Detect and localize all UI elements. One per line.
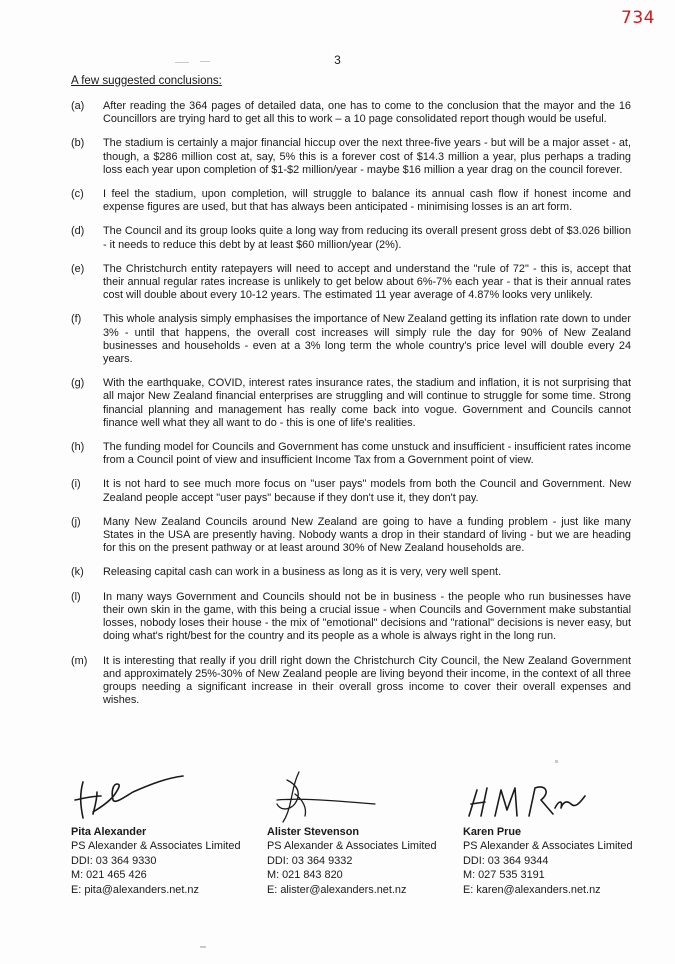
signatory-karen <box>463 770 663 897</box>
signatory-mobile: M: 027 535 3191 <box>463 869 545 882</box>
scan-speck <box>555 760 558 763</box>
signatory-name: Alister Stevenson <box>267 826 359 838</box>
item-marker: (d) <box>71 225 85 238</box>
signatory-pita <box>71 770 271 897</box>
list-item <box>71 188 631 214</box>
conclusions-list <box>71 100 631 718</box>
handwritten-signature <box>71 770 271 825</box>
signatory-company: PS Alexander & Associates Limited <box>463 840 633 853</box>
item-text: The stadium is certainly a major financial hiccup over the next three-five years - but will be a major asset - at, though, a $286 million cost at, say, 5% this is a forever cost of $14.3 million a year, plus perhaps a trading loss each year upon completion of $1-$2 million/year - maybe $16 million a year drag on the council forever. <box>103 137 631 176</box>
item-text: With the earthquake, COVID, interest rates insurance rates, the stadium and inflation, it is not surprising that all major New Zealand financial enterprises are struggling and will continue to struggle for some time. Strong financial planning and management has really come back into vogue. Government and Councils cannot finance well what they all want to do - this is one of life's realities. <box>103 377 631 429</box>
item-text: Many New Zealand Councils around New Zealand are going to have a funding problem - just like many States in the USA are presently having. Nobody wants a drop in their standard of living - but we are heading for this on the present pathway or at least around 30% of New Zealand households are. <box>103 515 631 555</box>
list-item <box>71 263 631 303</box>
handwritten-signature <box>267 770 467 825</box>
list-item <box>71 225 631 251</box>
item-marker: (a) <box>71 100 85 112</box>
signatory-company: PS Alexander & Associates Limited <box>71 840 241 853</box>
list-item <box>71 566 631 579</box>
signatory-email: E: alister@alexanders.net.nz <box>267 883 407 896</box>
list-item <box>71 655 631 708</box>
list-item <box>71 591 631 644</box>
signatory-mobile: M: 021 843 820 <box>267 869 343 882</box>
signatory-ddi: DDI: 03 364 9332 <box>267 854 353 867</box>
signatory-email: E: pita@alexanders.net.nz <box>71 883 199 896</box>
item-text: It is interesting that really if you drill right down the Christchurch City Council, the New Zealand Government and approximately 25%-30% of New Zealand people are living beyond their income, in the context of all three groups needing a significant increase in their overall gross income to cover their overall expenses and wishes. <box>103 654 631 707</box>
list-item <box>71 313 631 366</box>
item-text: After reading the 364 pages of detailed data, one has to come to the conclusion that the mayor and the 16 Councillors are trying hard to get all this to work – a 10 page consolidated report though would be useful. <box>103 100 631 126</box>
section-heading: A few suggested conclusions: <box>71 75 222 87</box>
signatory-mobile: M: 021 465 426 <box>71 869 147 882</box>
item-marker: (e) <box>71 262 85 275</box>
item-marker: (i) <box>71 478 81 491</box>
list-item <box>71 441 631 467</box>
handwritten-signature <box>463 770 663 825</box>
signatory-email: E: karen@alexanders.net.nz <box>463 883 601 896</box>
page-number: 3 <box>334 53 341 67</box>
item-text: It is not hard to see much more focus on "user pays" models from both the Council and Government. New Zealand people accept "user pays" because if they don't use it, they don't pay. <box>103 478 631 504</box>
list-item <box>71 137 631 177</box>
item-text: Releasing capital cash can work in a business as long as it is very, very well spent. <box>103 566 502 579</box>
signatory-name: Pita Alexander <box>71 826 147 838</box>
item-marker: (b) <box>71 137 85 150</box>
item-marker: (l) <box>71 590 81 603</box>
item-marker: (h) <box>71 441 85 454</box>
item-marker: (k) <box>71 566 84 579</box>
item-text: I feel the stadium, upon completion, will struggle to balance its annual cash flow if honest income and expense figures are used, but that has always been anticipated - minimising losses is an art form. <box>103 188 631 214</box>
list-item <box>71 377 631 430</box>
list-item <box>71 516 631 556</box>
signatory-alister <box>267 770 467 897</box>
item-text: The Council and its group looks quite a long way from reducing its overall present gross debt of $3.026 billion - it needs to reduce this debt by at least $60 million/year (2%). <box>103 225 631 251</box>
item-marker: (f) <box>71 313 82 326</box>
signatory-ddi: DDI: 03 364 9344 <box>463 854 549 867</box>
item-marker: (g) <box>71 377 85 390</box>
item-text: In many ways Government and Councils should not be in business - the people who run businesses have their own skin in the game, with this being a crucial issue - when Councils and Government make substantial losses, nobody loses their house - the mix of "emotional" decisions and "rational" decisions is never easy, but doing what's right/best for the country and its people as a whole is always right in the long run. <box>103 590 631 643</box>
signatory-ddi: DDI: 03 364 9330 <box>71 854 157 867</box>
list-item <box>71 100 631 126</box>
page-stamp: 734 <box>621 8 655 28</box>
item-marker: (j) <box>71 515 81 528</box>
item-marker: (m) <box>71 654 88 667</box>
item-marker: (c) <box>71 188 84 201</box>
item-text: The funding model for Councils and Government has come unstuck and insufficient - insufficient rates income from a Council point of view and insufficient Income Tax from a Government point of view. <box>103 441 631 467</box>
signatory-name: Karen Prue <box>463 826 522 838</box>
item-text: The Christchurch entity ratepayers will need to accept and understand the "rule of 72" - this is, accept that their annual regular rates increase is unlikely to get below about 6%-7% each year - that is their annual rates cost will double about every 10-12 years. The estimated 11 year average of 4.87% looks very unlikely. <box>103 262 631 302</box>
scan-speck <box>200 946 206 948</box>
list-item <box>71 478 631 504</box>
signatory-company: PS Alexander & Associates Limited <box>267 840 437 853</box>
item-text: This whole analysis simply emphasises the importance of New Zealand getting its inflation rate down to under 3% - until that happens, the overall cost increases will simply rule the day for 90% of New Zealand businesses and households - even at a 3% long term the whole country's price level will double every 24 years. <box>103 313 631 366</box>
